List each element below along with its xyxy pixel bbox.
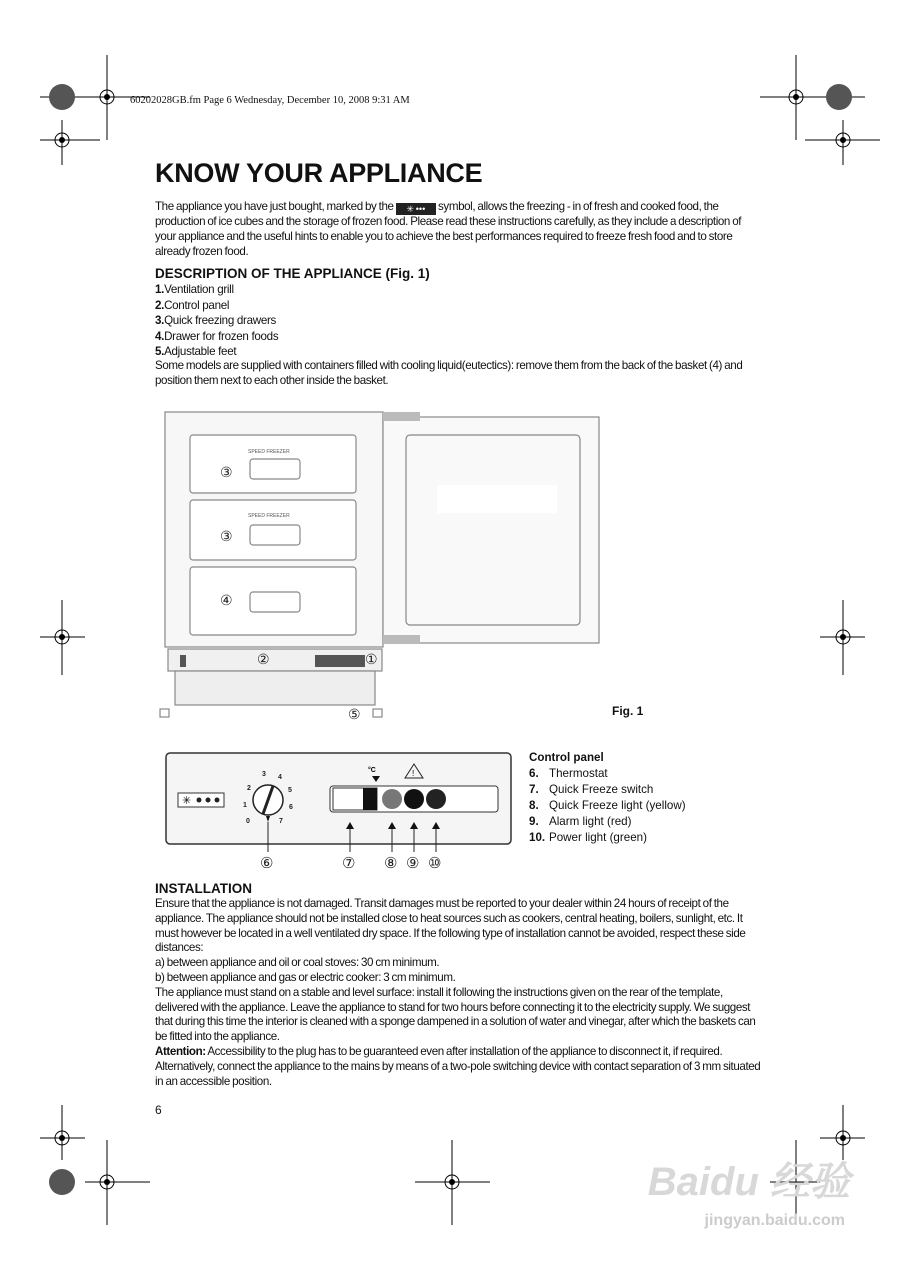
item-label: Quick Freeze light (yellow)	[549, 799, 686, 812]
installation-heading: INSTALLATION	[155, 881, 252, 896]
appliance-diagram	[150, 405, 620, 725]
callout-2: ②	[257, 651, 270, 667]
distance-a: a) between appliance and oil or coal stoves: 30 cm minimum.	[155, 956, 440, 970]
freezer-symbol-icon: ✳ •••	[396, 203, 436, 215]
list-item	[155, 282, 761, 297]
baidu-watermark-logo: Baidu 经验	[647, 1160, 850, 1204]
intro-text: symbol, allows the freezing - in of fresh and cooked food, the production of ice cubes and the storage of frozen food. Please read these instructions carefully, as they include a description of your appliance and the useful hints to enable you to achieve the best performances required to freeze fresh food and to store already frozen food.	[155, 200, 742, 258]
item-num: 2.	[155, 298, 165, 312]
list-item	[529, 766, 686, 782]
callout-10: ⑩	[428, 855, 442, 872]
top-text-flow	[155, 200, 761, 389]
dial-number: 0	[246, 818, 250, 825]
list-item	[155, 329, 761, 344]
control-panel-diagram	[160, 750, 520, 872]
baidu-watermark-url: jingyan.baidu.com	[704, 1212, 845, 1229]
list-item	[529, 814, 686, 830]
item-num: 6.	[529, 767, 539, 780]
callout-1: ①	[365, 651, 378, 667]
item-label: Alarm light (red)	[549, 815, 632, 828]
callout-3: ③	[220, 528, 233, 544]
item-label: Adjustable feet	[164, 345, 237, 359]
callout-4: ④	[220, 592, 233, 608]
callout-7: ⑦	[342, 855, 356, 872]
snowflake-icon: ✳	[182, 795, 192, 807]
temperature-icon: °C	[368, 767, 376, 774]
list-item	[155, 344, 761, 359]
dial-number: 5	[288, 787, 292, 794]
item-num: 7.	[529, 783, 539, 796]
dial-number: 2	[247, 785, 251, 792]
list-item	[155, 298, 761, 313]
installation-paragraph: The appliance must stand on a stable and level surface: install it following the instructions given on the rear of the template, delivered with the appliance. Leave the appliance to stand for two hours before connecting it to the electricity supply. We suggest that during this time the interior is cleaned with a sponge dampened in a solution of water and vinegar, after which the baskets can be fitted into the appliance.	[155, 985, 756, 1044]
item-num: 8.	[529, 799, 539, 812]
page-number: 6	[155, 1103, 162, 1118]
dial-number: 3	[262, 771, 266, 778]
page-title: KNOW YOUR APPLIANCE	[155, 158, 483, 188]
installation-flow	[155, 880, 761, 1117]
callout-3: ③	[220, 464, 233, 480]
list-item	[155, 313, 761, 328]
installation-section	[155, 897, 761, 1089]
list-item	[529, 830, 686, 846]
drawer-label: SPEED FREEZER	[248, 513, 290, 519]
item-num: 9.	[529, 815, 539, 828]
item-num: 10.	[529, 831, 546, 844]
dial-number: 6	[289, 804, 293, 811]
description-heading: DESCRIPTION OF THE APPLIANCE (Fig. 1)	[155, 266, 430, 282]
item-label: Quick Freeze switch	[549, 783, 654, 796]
control-panel-legend	[529, 750, 686, 846]
svg-text:!: !	[412, 769, 415, 778]
dial-number: 1	[243, 802, 247, 809]
intro-text: The appliance you have just bought, marked by the	[155, 200, 394, 213]
file-header: 60202028GB.fm Page 6 Wednesday, December 10, 2008 9:31 AM	[130, 95, 410, 106]
attention-text: Accessibility to the plug has to be guaranteed even after installation of the appliance to disconnect it, if required. Alternatively, connect the appliance to the mains by means of a two-pole switching device with contact separation of 3 mm situated in an accessible position.	[155, 1044, 761, 1088]
item-label: Control panel	[164, 298, 230, 312]
item-label: Thermostat	[549, 767, 608, 780]
figure-caption: Fig. 1	[612, 704, 644, 718]
callout-8: ⑧	[384, 855, 398, 872]
intro-paragraph	[155, 200, 761, 259]
drawer-label: SPEED FREEZER	[248, 449, 290, 455]
list-item	[529, 798, 686, 814]
item-label: Power light (green)	[549, 831, 647, 844]
callout-5: ⑤	[348, 706, 361, 722]
attention-label: Attention:	[155, 1044, 206, 1058]
attention-paragraph	[155, 1045, 761, 1089]
callout-6: ⑥	[260, 855, 274, 872]
item-label: Ventilation grill	[164, 283, 234, 297]
distance-b: b) between appliance and gas or electric cooker: 3 cm minimum.	[155, 970, 456, 984]
item-label: Drawer for frozen foods	[164, 329, 279, 343]
list-item	[529, 782, 686, 798]
dial-number: 4	[278, 774, 282, 781]
eutectics-note: Some models are supplied with containers filled with cooling liquid(eutectics): remove them from the back of the basket (4) and position them next to each other inside the basket.	[155, 359, 743, 388]
installation-paragraph: Ensure that the appliance is not damaged. Transit damages must be reported to your dealer within 24 hours of receipt of the appliance. The appliance should not be installed close to heat sources such as cookers, central heating, boilers, sunlight, etc. It must however be located in a well ventilated dry space. If the following type of installation cannot be avoided, respect these side distances:	[155, 897, 746, 955]
callout-9: ⑨	[406, 855, 420, 872]
item-label: Quick freezing drawers	[164, 314, 277, 328]
control-panel-heading: Control panel	[529, 751, 604, 764]
item-num: 4.	[155, 329, 165, 343]
description-list	[155, 282, 761, 359]
dial-number: 7	[279, 818, 283, 825]
item-num: 3.	[155, 314, 165, 328]
item-num: 5.	[155, 345, 165, 359]
item-num: 1.	[155, 283, 165, 297]
